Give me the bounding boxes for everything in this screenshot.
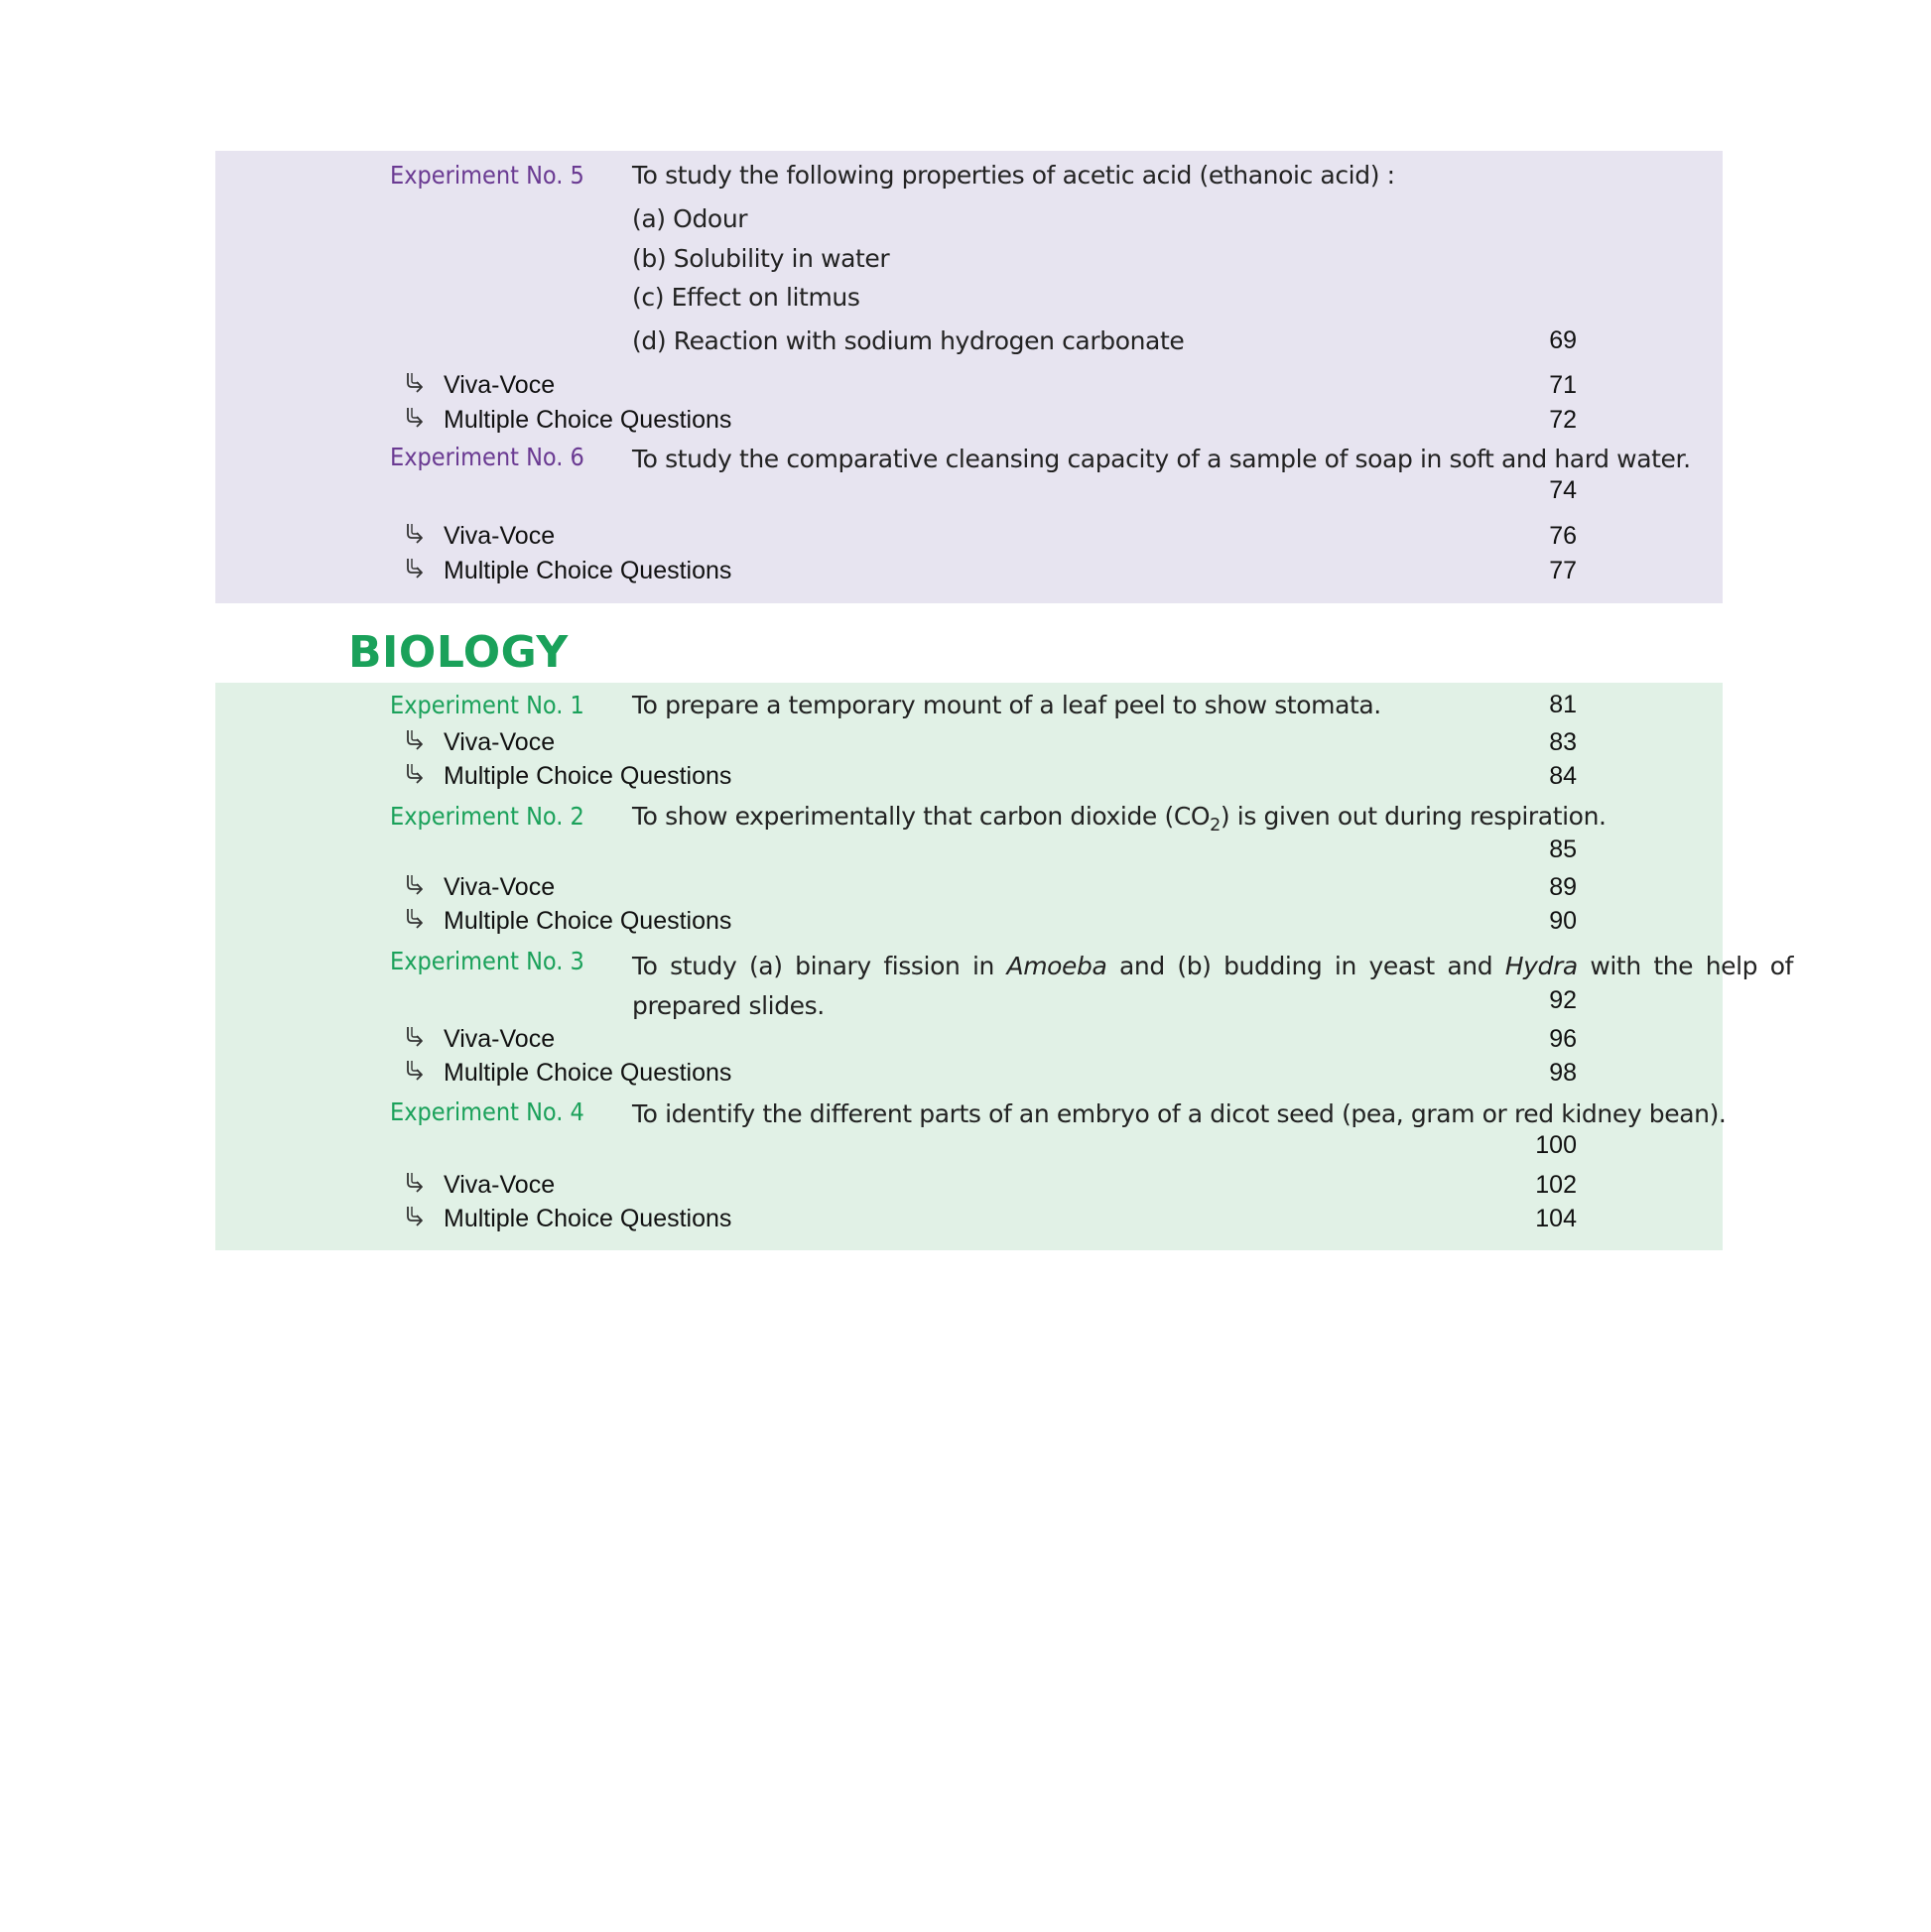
property-item: (c) Effect on litmus	[632, 283, 860, 312]
experiment-label: Experiment No. 6	[390, 443, 584, 471]
arrow-hook-icon	[404, 873, 428, 897]
page-number: 104	[1535, 1205, 1577, 1232]
arrow-hook-icon	[404, 371, 428, 395]
arrow-hook-icon	[404, 762, 428, 786]
entry-title: Viva-Voce	[444, 371, 556, 399]
experiment-description: To study (a) binary fission in Amoeba and (b) budding in yeast and Hydra with the help of prepared slides.	[632, 952, 1793, 1020]
property-item: (d) Reaction with sodium hydrogen carbonate	[632, 326, 1185, 355]
page-number: 84	[1549, 762, 1577, 790]
entry-title: Multiple Choice Questions	[444, 557, 732, 584]
page-number: 81	[1549, 691, 1577, 718]
arrow-hook-icon	[404, 907, 428, 931]
entry-title: Multiple Choice Questions	[444, 907, 732, 935]
entry-title: Multiple Choice Questions	[444, 1205, 732, 1232]
experiment-label: Experiment No. 2	[390, 802, 584, 831]
entry-title: Multiple Choice Questions	[444, 406, 732, 434]
page-number: 96	[1549, 1025, 1577, 1053]
section-title-biology: BIOLOGY	[348, 627, 569, 678]
arrow-hook-icon	[404, 1025, 428, 1049]
page-number: 90	[1549, 907, 1577, 935]
page-number: 77	[1549, 557, 1577, 584]
arrow-hook-icon	[404, 557, 428, 580]
page-number: 69	[1549, 326, 1577, 354]
property-item: (b) Solubility in water	[632, 244, 890, 273]
page-number: 74	[1549, 476, 1577, 504]
arrow-hook-icon	[404, 1171, 428, 1195]
arrow-hook-icon	[404, 1205, 428, 1228]
experiment-description: To show experimentally that carbon dioxide $(CO_2)$ is given out during respiration.	[632, 802, 1607, 837]
experiment-description: To identify the different parts of an embryo of a dicot seed (pea, gram or red kidney bean).	[632, 1099, 1727, 1128]
experiment-description: To study the comparative cleansing capacity of a sample of soap in soft and hard water.	[632, 445, 1691, 473]
page-number: 102	[1535, 1171, 1577, 1199]
page-number: 72	[1549, 406, 1577, 434]
page-number: 89	[1549, 873, 1577, 901]
experiment-label: Experiment No. 5	[390, 161, 584, 190]
page-number: 92	[1549, 986, 1577, 1014]
entry-title: Viva-Voce	[444, 522, 556, 550]
biology-section	[215, 683, 1793, 1250]
experiment-description: To prepare a temporary mount of a leaf peel to show stomata.	[632, 691, 1381, 719]
experiment-label: Experiment No. 4	[390, 1097, 584, 1126]
entry-title: Viva-Voce	[444, 728, 556, 756]
arrow-hook-icon	[404, 406, 428, 430]
entry-title: Multiple Choice Questions	[444, 762, 732, 790]
page-number: 98	[1549, 1059, 1577, 1087]
experiment-description: To study the following properties of acetic acid (ethanoic acid) :	[632, 161, 1395, 190]
entry-title: Viva-Voce	[444, 1171, 556, 1199]
arrow-hook-icon	[404, 728, 428, 752]
experiment-label: Experiment No. 1	[390, 691, 584, 719]
page-number: 100	[1535, 1131, 1577, 1159]
page-number: 76	[1549, 522, 1577, 550]
page-number: 71	[1549, 371, 1577, 399]
arrow-hook-icon	[404, 522, 428, 546]
experiment-label: Experiment No. 3	[390, 947, 584, 975]
property-item: (a) Odour	[632, 204, 748, 233]
chemistry-section	[215, 151, 1723, 603]
arrow-hook-icon	[404, 1059, 428, 1083]
entry-title: Multiple Choice Questions	[444, 1059, 732, 1087]
page-number: 85	[1549, 836, 1577, 863]
entry-title: Viva-Voce	[444, 1025, 556, 1053]
entry-title: Viva-Voce	[444, 873, 556, 901]
page-number: 83	[1549, 728, 1577, 756]
